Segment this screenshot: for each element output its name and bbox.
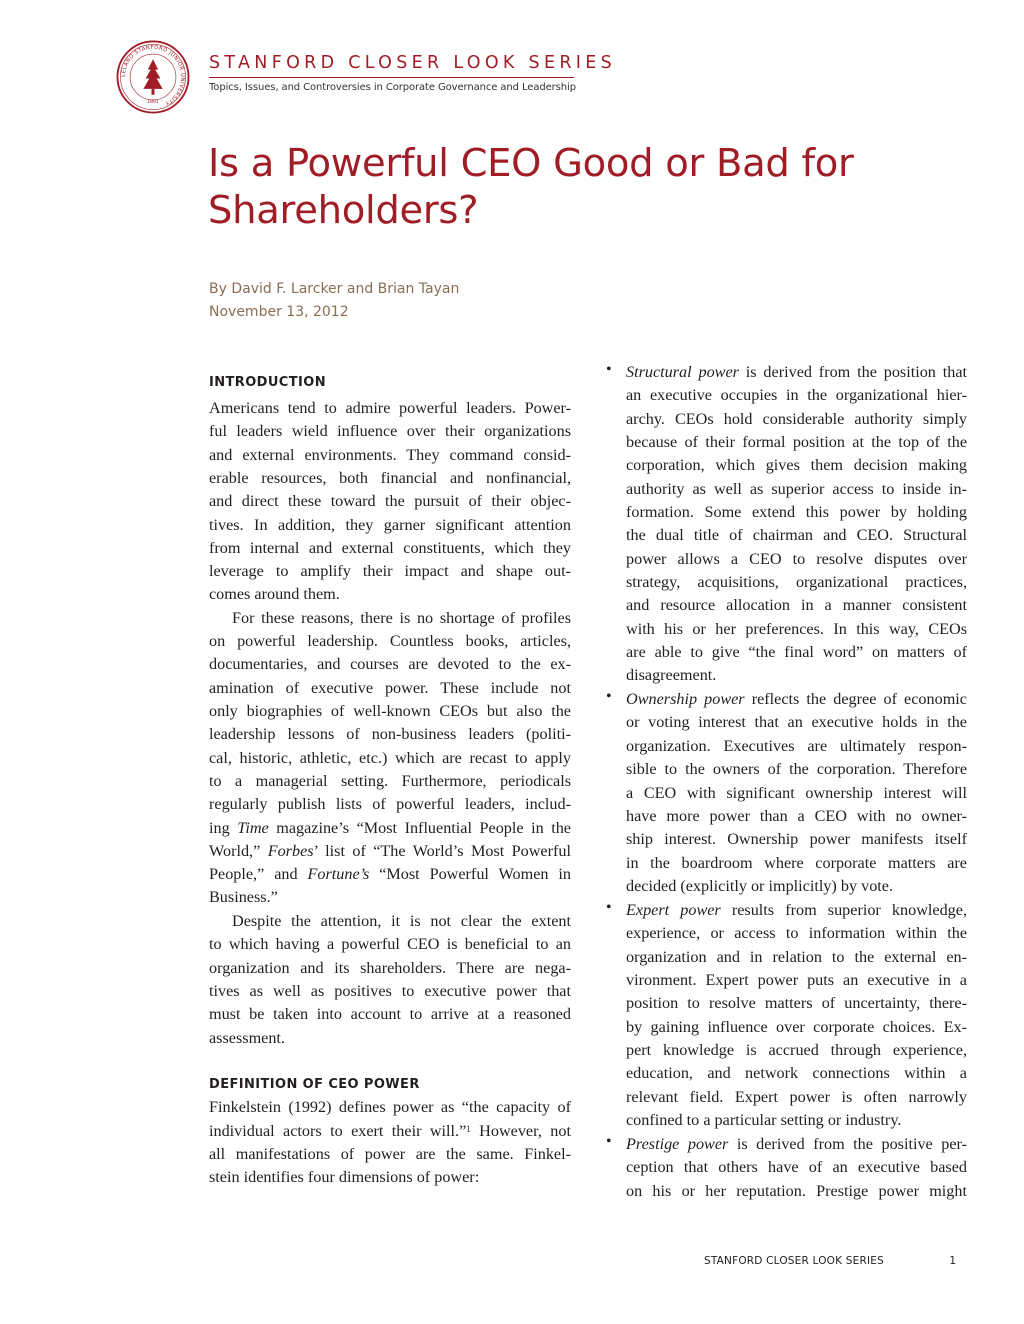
body-line: the dual title of chairman and CEO. Structural <box>626 526 967 544</box>
body-line: World,” Forbes’ list of “The World’s Most Powerful <box>209 842 571 860</box>
series-title: STANFORD CLOSER LOOK SERIES <box>209 53 617 73</box>
body-line: are able to give “the final word” on matters of <box>626 643 967 661</box>
body-line: tives as well as positives to executive power that <box>209 982 571 1000</box>
publication-date: November 13, 2012 <box>209 304 349 320</box>
definition-heading: DEFINITION OF CEO POWER <box>209 1077 420 1092</box>
body-line: organization. Executives are ultimately respon- <box>626 737 967 755</box>
body-line: on powerful leadership. Countless books, articles, <box>209 632 571 650</box>
tree-icon <box>143 59 162 89</box>
intro-heading: INTRODUCTION <box>209 375 326 390</box>
body-line: position to resolve matters of uncertainty, there- <box>626 994 967 1012</box>
body-line: leverage to amplify their impact and shape out- <box>209 562 571 580</box>
series-subtitle: Topics, Issues, and Controversies in Corporate Governance and Leadership <box>209 82 576 93</box>
body-line: and resource allocation in a manner consistent <box>626 596 967 614</box>
body-line: by gaining influence over corporate choices. Ex- <box>626 1018 967 1036</box>
body-line: or voting interest that an executive holds in the <box>626 713 967 731</box>
body-line: authority as well as superior access to inside in- <box>626 480 967 498</box>
body-line: organization and its shareholders. There are nega- <box>209 959 571 977</box>
body-line: individual actors to exert their will.”$^1$ However, not <box>209 1122 571 1140</box>
body-line: pert knowledge is accrued through experience, <box>626 1041 967 1059</box>
body-line: disagreement. <box>626 666 717 684</box>
body-line: an executive occupies in the organizational hier- <box>626 386 967 404</box>
magazine-name: Fortune’s <box>307 865 370 883</box>
body-line: a CEO with significant ownership interest will <box>626 784 967 802</box>
list-term: Expert power <box>626 901 721 919</box>
body-line: sible to the owners of the corporation. Therefore <box>626 760 967 778</box>
seal-ring-text: LELAND STANFORD JUNIOR UNIVERSITY <box>120 44 186 107</box>
body-line: ing Time magazine’s “Most Influential People in the <box>209 819 571 837</box>
list-term: Prestige power <box>626 1135 729 1153</box>
body-line: documentaries, and courses are devoted to the ex- <box>209 655 571 673</box>
body-line: Despite the attention, it is not clear the extent <box>232 912 571 930</box>
body-line: ful leaders wield influence over their organizations <box>209 422 571 440</box>
body-line: from internal and external constituents, which they <box>209 539 571 557</box>
body-line: confined to a particular setting or industry. <box>626 1111 902 1129</box>
body-line: comes around them. <box>209 585 340 603</box>
author-byline: By David F. Larcker and Brian Tayan <box>209 281 460 297</box>
body-line: experience, or access to information within the <box>626 924 967 942</box>
body-line: cal, historic, athletic, etc.) which are recast to apply <box>209 749 571 767</box>
body-line: only biographies of well-known CEOs but also the <box>209 702 571 720</box>
body-line: erable resources, both financial and nonfinancial, <box>209 469 571 487</box>
bullet-marker: • <box>606 899 612 916</box>
body-line: Business.” <box>209 888 278 906</box>
bullet-marker: • <box>606 361 612 378</box>
page-number: 1 <box>949 1255 956 1267</box>
body-line: archy. CEOs hold considerable authority simply <box>626 410 967 428</box>
body-line: amination of executive power. These include not <box>209 679 571 697</box>
stanford-seal-logo <box>116 40 190 114</box>
magazine-name: Forbes <box>267 842 314 860</box>
footer-series: STANFORD CLOSER LOOK SERIES <box>704 1255 884 1267</box>
body-line: formation. Some extend this power by holding <box>626 503 967 521</box>
footnote-marker: 1 <box>466 1124 471 1134</box>
body-line: Americans tend to admire powerful leaders. Power- <box>209 399 571 417</box>
list-item-first-line: Ownership power reflects the degree of economic <box>626 690 967 708</box>
body-line: vironment. Expert power puts an executive in a <box>626 971 967 989</box>
body-line: on his or her reputation. Prestige power might <box>626 1182 967 1200</box>
body-line: relevant field. Expert power is often narrowly <box>626 1088 967 1106</box>
body-line: For these reasons, there is no shortage of profiles <box>232 609 571 627</box>
body-line: with his or her preferences. In this way, CEOs <box>626 620 967 638</box>
body-line: leadership lessons of non-business leaders (politi- <box>209 725 571 743</box>
body-line: must be taken into account to arrive at a reasoned <box>209 1005 571 1023</box>
bullet-marker: • <box>606 688 612 705</box>
body-line: ception that others have of an executive based <box>626 1158 967 1176</box>
body-line: decided (explicitly or implicitly) by vote. <box>626 877 894 895</box>
body-line: People,” and Fortune’s “Most Powerful Women in <box>209 865 571 883</box>
body-line: strategy, acquisitions, organizational practices, <box>626 573 967 591</box>
body-line: and direct these toward the pursuit of their objec- <box>209 492 571 510</box>
body-line: to a managerial setting. Furthermore, periodicals <box>209 772 571 790</box>
body-line: assessment. <box>209 1029 285 1047</box>
body-line: in the boardroom where corporate matters are <box>626 854 967 872</box>
body-line: organization and in relation to the external en- <box>626 948 967 966</box>
body-line: education, and network connections within a <box>626 1064 967 1082</box>
body-line: stein identifies four dimensions of power: <box>209 1168 480 1186</box>
body-line: to which having a powerful CEO is beneficial to an <box>209 935 571 953</box>
series-divider <box>209 77 574 78</box>
body-line: and external environments. They command consid- <box>209 446 571 464</box>
list-item-first-line: Expert power results from superior knowledge, <box>626 901 967 919</box>
list-term: Structural power <box>626 363 739 381</box>
magazine-name: Time <box>237 819 269 837</box>
body-line: regularly publish lists of powerful leaders, includ- <box>209 795 571 813</box>
body-line: all manifestations of power are the same. Finkel- <box>209 1145 571 1163</box>
document-title: Is a Powerful CEO Good or Bad for Shareholders? <box>208 141 854 233</box>
list-term: Ownership power <box>626 690 745 708</box>
body-line: corporation, which gives them decision making <box>626 456 967 474</box>
body-line: power allows a CEO to resolve disputes over <box>626 550 967 568</box>
body-line: tives. In addition, they garner significant attention <box>209 516 571 534</box>
list-item-first-line: Prestige power is derived from the positive per- <box>626 1135 967 1153</box>
body-line: have more power than a CEO with no owner- <box>626 807 967 825</box>
body-line: ship interest. Ownership power manifests itself <box>626 830 967 848</box>
body-line: because of their formal position at the top of the <box>626 433 967 451</box>
list-item-first-line: Structural power is derived from the position that <box>626 363 967 381</box>
seal-year: 1891 <box>147 99 159 105</box>
bullet-marker: • <box>606 1133 612 1150</box>
body-line: Finkelstein (1992) defines power as “the capacity of <box>209 1098 571 1116</box>
